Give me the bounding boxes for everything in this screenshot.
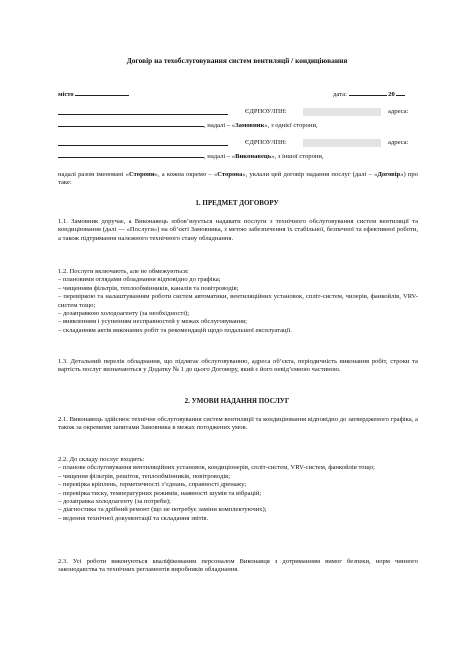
clause-2-2-item: – ведення технічної документації та складання звітів.: [58, 514, 209, 522]
clause-1-2-item: – перевіркою та налаштуванням роботи систем автоматики, вентиляційних установок, спліт-систем, чилерів, фанкойлів, VRV-систем тощо;: [58, 293, 418, 309]
clause-2-2-item: – чищення фільтрів, решіток, теплообмінників, повітроводів;: [58, 472, 231, 480]
date-group: [333, 89, 405, 99]
party2-edrpou-label: ЄДРПОУ/ІПН:: [245, 139, 287, 146]
clause-2-2-item: – дозаправка холодоагенту (за потреби);: [58, 498, 171, 506]
intro-side: Сторона: [217, 171, 243, 178]
intro-text-2: », а кожна окремо – «: [154, 171, 218, 178]
clause-1-2-item: – дозаправкою холодоагенту (за необхідності);: [58, 310, 190, 318]
clause-1-2-intro: 1.2. Послуги включають, але не обмежуються:: [58, 268, 189, 275]
date-year-prefix: 20: [388, 91, 395, 98]
clause-2-2-item: – перевірка кріплень, герметичності з’єднань, справності дренажу;: [58, 481, 247, 489]
party1-address-label: адреса:: [388, 108, 409, 115]
intro-text-3: », уклали цей договір надання послуг (далі – «: [242, 171, 378, 178]
clause-2-2-item: – перевірка тиску, температурних режимів, наявності шумів та вібрацій;: [58, 489, 262, 497]
clause-1-2-item: – чищенням фільтрів, теплообмінників, каналів та повітроводів;: [58, 284, 239, 292]
intro-sides: Сторони: [128, 171, 155, 178]
place-date-line: [58, 89, 418, 99]
year-field[interactable]: [396, 89, 405, 96]
document-title: Договір на техобслуговування систем вентиляції / кондиціювання: [126, 56, 348, 65]
party2-role-name: Виконавець: [235, 153, 272, 160]
party2-role-suffix: », з іншої сторони,: [271, 153, 324, 160]
clause-2-2: [58, 456, 418, 523]
clause-2-1: 2.1. Виконавець здійснює технічне обслуговування систем вентиляції та кондиціювання відповідно до затвердженого графіка, а також за окремими запитами Замовника в межах погоджених умов.: [58, 416, 418, 432]
place-field[interactable]: [75, 89, 129, 96]
clause-1-3: 1.3. Детальний перелік обладнання, що підлягає обслуговуванню, адреса об’єкта, періодичність виконання робіт, строки та вартість послуг визначаються у Додатку № 1 до цього Договору, який є його невід’ємною частиною.: [58, 358, 418, 374]
clause-1-2-item: – складанням актів виконаних робіт та рекомендацій щодо подальшої експлуатації.: [58, 326, 292, 334]
party1-edrpou-label: ЄДРПОУ/ІПН:: [245, 108, 287, 115]
party2-line1: [58, 139, 418, 149]
party1-role-suffix: », з однієї сторони,: [264, 122, 318, 129]
party2-line2: [58, 151, 418, 161]
place-label: місто: [58, 91, 74, 98]
intro-paragraph: [58, 171, 418, 188]
clause-2-2-intro: 2.2. До складу послуг входить:: [58, 456, 145, 463]
section1-heading: 1. ПРЕДМЕТ ДОГОВОРУ: [195, 199, 279, 207]
party2-address-field[interactable]: [58, 151, 204, 158]
clause-1-2-item: – плановими оглядами обладнання відповідно до графіка;: [58, 276, 221, 284]
clause-2-2-item: – планове обслуговування вентиляційних установок, кондиціонерів, спліт-систем, VRV-систем, фанкойлів тощо;: [58, 464, 375, 472]
party2-address-label: адреса:: [388, 139, 409, 146]
intro-text-4: ») про таке:: [58, 171, 418, 187]
section2-heading: 2. УМОВИ НАДАННЯ ПОСЛУГ: [184, 397, 290, 405]
party2-edrpou-field[interactable]: [303, 139, 381, 147]
party1-edrpou-field[interactable]: [303, 108, 381, 116]
clause-2-3: 2.3. Усі роботи виконуються кваліфікованим персоналом Виконавця з дотриманням вимог безпеки, норм чинного законодавства та технічних регламентів виробників обладнання.: [58, 558, 418, 574]
date-label: дата:: [333, 91, 347, 98]
party1-role-prefix: , надалі – «: [204, 122, 236, 129]
clause-1-2-item: – виявленням і усуненням несправностей у межах обслуговування;: [58, 318, 247, 326]
clause-1-1: 1.1. Замовник доручає, а Виконавець зобов’язується надавати послуги з технічного обслуговування систем вентиляції та кондиціювання (далі — «Послуги») на об’єкті Замовника, з метою забезпечення їх стабільної, безпечної та ефективної роботи, а також підтримання належного технічного стану обладнання.: [58, 218, 418, 242]
party1-role-name: Замовник: [235, 122, 265, 129]
date-field[interactable]: [349, 89, 387, 96]
clause-2-2-item: – діагностика та дрібний ремонт (що не потребує заміни комплектуючих);: [58, 506, 267, 514]
party1-line2: [58, 120, 418, 130]
party2-name-field[interactable]: [58, 139, 228, 146]
party2-role-prefix: , надалі – «: [204, 153, 236, 160]
intro-contract: Договір: [377, 171, 401, 178]
intro-text-1: надалі разом іменовані «: [58, 171, 129, 178]
party1-name-field[interactable]: [58, 108, 228, 115]
clause-1-2: [58, 268, 418, 335]
party1-line1: [58, 108, 418, 118]
party1-address-field[interactable]: [58, 120, 204, 127]
